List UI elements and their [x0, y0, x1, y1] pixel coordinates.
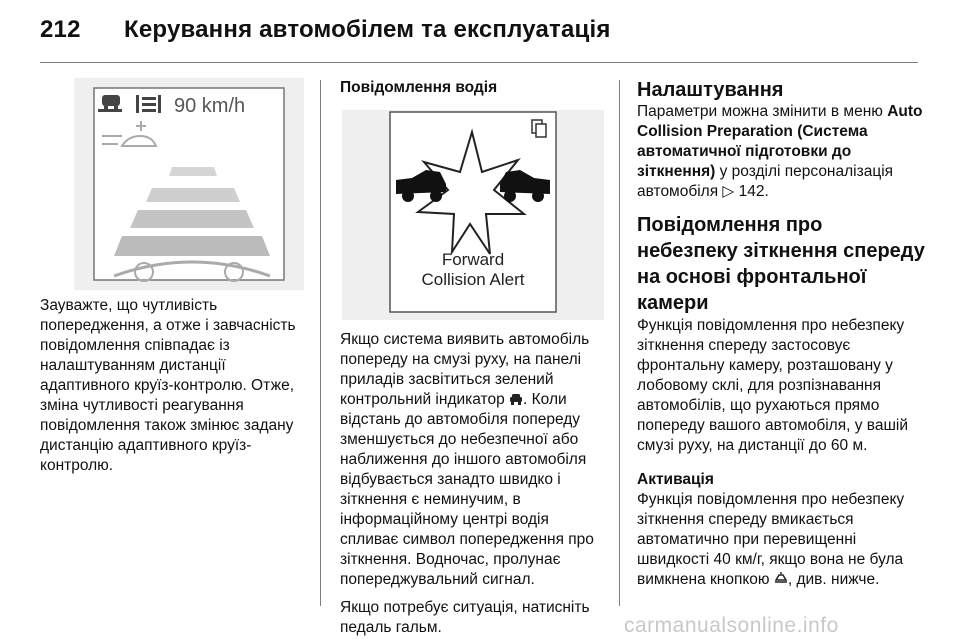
page-header [40, 16, 611, 44]
sensitivity-note: Зауважте, що чутливість попередження, а отже і завчасність повідомлення співпадає із налаштуванням дистанції адаптивного круїз-контролю. Отже, зміна чутливості реагування повідомлення також змінює задану дистанцію адаптивного круїз-контролю. [40, 297, 296, 474]
page-title: Керування автомобілем та експлуатація [124, 16, 611, 43]
page-number: 212 [40, 16, 81, 43]
settings-text-b: у розділі персоналізація автомобіля [637, 163, 894, 200]
column-2-body [340, 330, 608, 638]
indicator-paragraph [340, 330, 608, 590]
header-rule [40, 62, 918, 63]
page-ref: 142. [738, 183, 769, 200]
activation-text-b: , див. нижче. [787, 571, 880, 588]
vehicle-ahead-indicator-icon [509, 393, 523, 405]
camera-alert-paragraph: Функція повідомлення про небезпеку зіткнення спереду застосовує фронтальну камеру, розташовану у лобовому склі, для розпізнавання автомобілів, що рухаються прямо попереду вашого автомобіля, у вашій смузі руху, на дистанції до 60 м. [637, 317, 908, 454]
brake-paragraph: Якщо потребує ситуація, натисніть педаль гальм. [340, 599, 590, 636]
speed-readout: 90 km/h [174, 95, 246, 117]
column-2 [340, 78, 608, 98]
settings-menu-name: Auto Collision Preparation (Система автоматичної підготовки до зіткнення) [637, 103, 923, 180]
activation-heading: Активація [637, 471, 714, 488]
settings-heading: Налаштування [637, 79, 784, 101]
settings-text-a: Параметри можна змінити в меню [637, 103, 888, 120]
distance-display-figure [74, 78, 304, 290]
collision-alert-button-icon [774, 572, 788, 585]
watermark: carmanualsonline.info [624, 614, 839, 637]
column-divider-1 [320, 80, 321, 606]
column-1 [40, 296, 312, 476]
activation-text-a: Функція повідомлення про небезпеку зіткнення спереду вмикається автоматично при перевищенні швидкості 40 км/г, якщо вона не була вимкнена кнопкою [637, 491, 905, 588]
page-ref-icon: ▷ [722, 183, 735, 200]
indicator-text-a: Якщо система виявить автомобіль попереду на смузі руху, на панелі приладів засвітиться зелений контрольний індикатор [340, 331, 590, 408]
collision-alert-figure [342, 110, 604, 320]
alert-label-line1: Forward [441, 250, 505, 269]
alert-label-line2: Collision Alert [421, 270, 525, 289]
column-divider-2 [619, 80, 620, 606]
activation-paragraph [637, 490, 927, 590]
indicator-text-b: . Коли відстань до автомобіля попереду зменшується до небезпечної або наближення до іншого автомобіля відбувається занадто швидко і зіткнення є неминучим, в інформаційному центрі водія спливає символ попередження про зіткнення. Водночас, пролунає попереджувальний сигнал. [340, 391, 594, 588]
camera-alert-heading: Повідомлення про небезпеку зіткнення спереду на основі фронтальної камери [637, 214, 925, 314]
settings-paragraph [637, 102, 927, 202]
driver-message-heading: Повідомлення водія [340, 79, 498, 96]
column-3 [637, 78, 927, 590]
